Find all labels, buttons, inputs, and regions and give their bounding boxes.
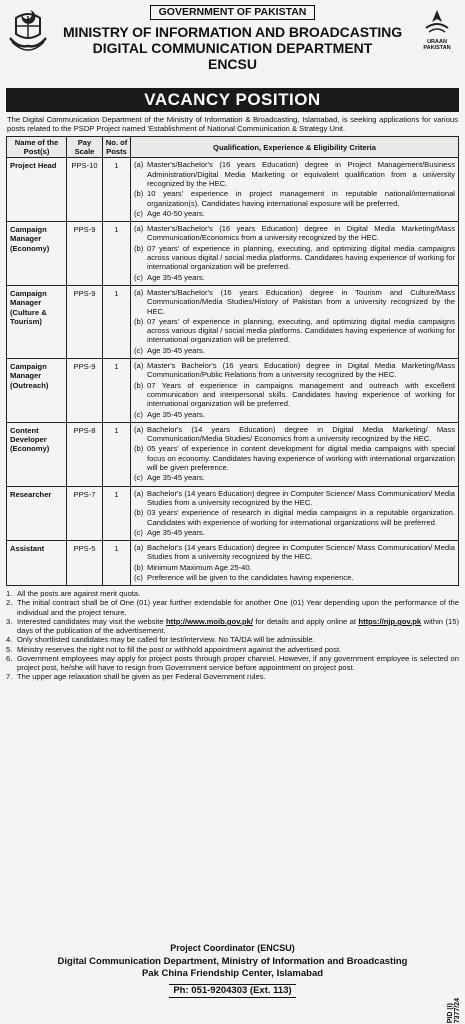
moib-website-link[interactable]: http://www.moib.gov.pk/ bbox=[166, 616, 253, 626]
criteria-text: 03 years' experience of research in digital media campaigns in a reputable organization. Candidates with experience of working for international organizations will be preferred. bbox=[147, 508, 455, 527]
criteria-text: Age 35-45 years. bbox=[147, 345, 205, 355]
criteria-letter: (b) bbox=[134, 562, 144, 572]
criteria-item bbox=[134, 543, 455, 562]
criteria-text: Age 35-45 years. bbox=[147, 473, 205, 483]
note-text: The upper age relaxation shall be given as per Federal Government rules. bbox=[17, 672, 266, 682]
note-text: within (15) days of the publication of the advertisement. bbox=[17, 616, 460, 636]
criteria-item bbox=[134, 273, 455, 282]
njp-apply-link[interactable]: https://njp.gov.pk bbox=[358, 616, 422, 626]
footer-address: Pak China Friendship Center, Islamabad bbox=[141, 968, 324, 979]
unit-title: ENCSU bbox=[207, 56, 257, 72]
criteria-letter: (b) bbox=[134, 243, 144, 253]
criteria-letter: (b) bbox=[134, 189, 144, 199]
pay-scale: PPS-9 bbox=[67, 222, 103, 286]
table-header-row bbox=[7, 137, 459, 158]
note-item: 7. The upper age relaxation shall be given as per Federal Government rules. bbox=[6, 672, 459, 681]
criteria-item bbox=[134, 528, 455, 537]
table-row bbox=[7, 222, 459, 286]
no-of-posts: 1 bbox=[103, 285, 131, 358]
criteria-letter: (a) bbox=[134, 160, 144, 170]
criteria-item bbox=[134, 361, 455, 380]
pay-scale: PPS-5 bbox=[67, 541, 103, 586]
criteria-letter: (a) bbox=[134, 543, 144, 553]
criteria-letter: (c) bbox=[134, 345, 143, 355]
post-name: Campaign Manager (Culture & Tourism) bbox=[7, 285, 67, 358]
header-criteria: Qualification, Experience & Eligibility Criteria bbox=[131, 137, 459, 158]
criteria-letter: (a) bbox=[134, 424, 144, 434]
table-row bbox=[7, 422, 459, 486]
criteria-letter: (c) bbox=[134, 208, 143, 218]
criteria-text: Master's/Bachelor's (16 years Education) degree in Project Management/Business Administration/Digital Media Marketing or equivalent qualification from a university recognized by the HEC. bbox=[147, 160, 455, 188]
footer-contact bbox=[6, 938, 459, 998]
criteria-item bbox=[134, 444, 455, 472]
criteria-cell bbox=[131, 222, 459, 286]
vacancy-table bbox=[6, 136, 459, 586]
criteria-item bbox=[134, 573, 455, 582]
pid-number: PID (I) 7377/24 bbox=[447, 997, 461, 1024]
criteria-text: 07 Years of experience in campaigns management and outreach with excellent communication and interpersonal skills. Candidates having experience of working for international organization will be preferred. bbox=[147, 380, 455, 409]
criteria-letter: (a) bbox=[134, 287, 144, 297]
criteria-text: 07 years' of experience in planning, executing, and optimizing digital media campaigns across various digital / social media platforms. Candidates having experience of working for international organization will be preferred. bbox=[147, 316, 455, 345]
no-of-posts: 1 bbox=[103, 541, 131, 586]
no-of-posts: 1 bbox=[103, 222, 131, 286]
criteria-text: Age 35-45 years. bbox=[147, 409, 205, 419]
note-item: 1. All the posts are against merit quota. bbox=[6, 589, 459, 598]
criteria-item bbox=[134, 425, 455, 444]
header-post-name: Name of the Post(s) bbox=[7, 137, 67, 158]
post-name: Campaign Manager (Outreach) bbox=[7, 359, 67, 423]
post-name: Researcher bbox=[7, 486, 67, 540]
criteria-item bbox=[134, 489, 455, 508]
criteria-item bbox=[134, 160, 455, 188]
pay-scale: PPS-7 bbox=[67, 486, 103, 540]
note-text: All the posts are against merit quota. bbox=[17, 589, 141, 599]
criteria-text: Age 35-45 years. bbox=[147, 272, 205, 282]
note-text: The initial contract shall be of One (01) year further extendable for another One (01) Year depending upon the performance of the individual and the project tenure. bbox=[17, 598, 459, 617]
criteria-text: Bachelor's (14 years Education) degree in Computer Science/ Mass Communication/ Media Studies from a university recognized by the HEC. bbox=[147, 543, 455, 562]
criteria-item bbox=[134, 224, 455, 243]
footer-phone: Ph: 051-9204303 (Ext. 113) bbox=[169, 984, 295, 998]
criteria-cell bbox=[131, 158, 459, 222]
criteria-letter: (a) bbox=[134, 488, 144, 498]
criteria-cell bbox=[131, 541, 459, 586]
criteria-letter: (c) bbox=[134, 409, 143, 419]
pay-scale: PPS-8 bbox=[67, 422, 103, 486]
note-text: Only shortlisted candidates may be called for test/interview. No TA/DA will be admissible. bbox=[17, 635, 315, 645]
criteria-text: Preference will be given to the candidates having experience. bbox=[147, 572, 354, 582]
criteria-letter: (c) bbox=[134, 473, 143, 483]
criteria-text: Minimum Maximum Age 25-40. bbox=[147, 562, 252, 572]
criteria-item bbox=[134, 381, 455, 409]
criteria-letter: (a) bbox=[134, 361, 144, 371]
criteria-text: Master's/Bachelor's (16 years Education) degree in Digital Media Marketing/Mass Communication/Economics from a university recognized by the HEC. bbox=[147, 224, 455, 243]
no-of-posts: 1 bbox=[103, 422, 131, 486]
criteria-item bbox=[134, 317, 455, 345]
vacancy-table-body bbox=[7, 158, 459, 586]
criteria-text: Bachelor's (14 years Education) degree in Computer Science/ Mass Communication/ Media Studies from a university recognized by the HEC. bbox=[147, 488, 455, 507]
criteria-item bbox=[134, 288, 455, 316]
criteria-item bbox=[134, 563, 455, 572]
footer-department: Digital Communication Department, Ministry of Information and Broadcasting bbox=[57, 956, 408, 967]
post-name: Assistant bbox=[7, 541, 67, 586]
criteria-text: Bachelor's (14 years Education) degree in Digital Media Marketing/ Mass Communication/Media Studies/ Economics from a university recognized by the HEC. bbox=[147, 424, 455, 444]
header-no-of-posts: No. of Posts bbox=[103, 137, 131, 158]
note-item: 6. Government employees may apply for project posts through proper channel. However, if any government employee is selected on project post, he/she will have to resign from Government service before appointment on project post. bbox=[6, 653, 459, 672]
post-name: Project Head bbox=[7, 158, 67, 222]
criteria-cell bbox=[131, 422, 459, 486]
note-text: Government employees may apply for project posts through proper channel. However, if any government employee is selected on project post, he/she will have to resign from Government service before appointment on project post. bbox=[17, 653, 459, 672]
note-text: Ministry reserves the right not to fill the post or withhold appointment against the advertised post. bbox=[17, 644, 342, 654]
criteria-letter: (b) bbox=[134, 508, 144, 518]
criteria-item bbox=[134, 346, 455, 355]
criteria-letter: (b) bbox=[134, 380, 144, 390]
vacancy-advertisement bbox=[6, 2, 461, 1024]
criteria-item bbox=[134, 508, 455, 527]
notes-list bbox=[6, 589, 459, 681]
header-pay-scale: Pay Scale bbox=[67, 137, 103, 158]
ministry-title: MINISTRY OF INFORMATION AND BROADCASTING bbox=[63, 24, 402, 40]
criteria-cell bbox=[131, 285, 459, 358]
table-row bbox=[7, 359, 459, 423]
uraan-pakistan-logo bbox=[417, 8, 457, 64]
state-emblem-icon bbox=[8, 8, 48, 52]
criteria-letter: (c) bbox=[134, 527, 143, 537]
vacancy-banner: VACANCY POSITION bbox=[6, 88, 459, 112]
uraan-logo-icon bbox=[422, 8, 452, 34]
criteria-text: Master's Bachelor's (16 years Education) degree in Digital Media Marketing/Mass Communication/Public Relations from a university recognized by the HEC. bbox=[147, 361, 455, 380]
intro-paragraph: The Digital Communication Department of the Ministry of Information & Broadcasting, Islamabad, is seeking applications for various posts related to the PSDP Project named 'Establishment of National Communication & Strategy Unit. bbox=[7, 115, 458, 134]
criteria-text: 07 years' of experience in planning, executing, and optimizing digital media campaigns across various digital / social media platforms. Candidates having experience of working for international organization will be preferred. bbox=[147, 243, 455, 272]
criteria-cell bbox=[131, 486, 459, 540]
footer-title: Project Coordinator (ENCSU) bbox=[170, 943, 295, 953]
criteria-text: 10 years' experience in project management in reputable national/international organization(s). Candidates having international exposure will be preferred. bbox=[147, 189, 455, 208]
no-of-posts: 1 bbox=[103, 359, 131, 423]
pay-scale: PPS-9 bbox=[67, 285, 103, 358]
criteria-item bbox=[134, 209, 455, 218]
criteria-item bbox=[134, 473, 455, 482]
pay-scale: PPS-10 bbox=[67, 158, 103, 222]
criteria-letter: (c) bbox=[134, 572, 143, 582]
criteria-item bbox=[134, 410, 455, 419]
criteria-cell bbox=[131, 359, 459, 423]
criteria-item bbox=[134, 189, 455, 208]
pay-scale: PPS-9 bbox=[67, 359, 103, 423]
no-of-posts: 1 bbox=[103, 486, 131, 540]
table-row bbox=[7, 158, 459, 222]
note-text: Interested candidates may visit the website bbox=[17, 616, 167, 626]
post-name: Content Developer (Economy) bbox=[7, 422, 67, 486]
criteria-letter: (b) bbox=[134, 316, 144, 326]
note-item: 3. Interested candidates may visit the website http://www.moib.gov.pk/ for details and apply online at https://njp.gov.pk within (15) days of the publication of the advertisement. bbox=[6, 616, 460, 636]
government-title: GOVERNMENT OF PAKISTAN bbox=[150, 5, 316, 20]
note-item: 5. Ministry reserves the right not to fill the post or withhold appointment against the advertised post. bbox=[6, 645, 459, 654]
criteria-item bbox=[134, 244, 455, 272]
criteria-text: 05 years' of experience in content development for digital media campaigns with special focus on economy. Candidates having experience of working with international organization will be given preference. bbox=[147, 444, 455, 473]
table-row bbox=[7, 541, 459, 586]
post-name: Campaign Manager (Economy) bbox=[7, 222, 67, 286]
table-row bbox=[7, 285, 459, 358]
department-title: DIGITAL COMMUNICATION DEPARTMENT bbox=[92, 40, 373, 56]
criteria-text: Master's/Bachelor's (16 years Education) degree in Tourism and Culture/Mass Communication/Media Studies/History of Pakistan from a university recognized by the HEC. bbox=[147, 287, 455, 316]
criteria-letter: (b) bbox=[134, 444, 144, 454]
header bbox=[6, 2, 459, 88]
uraan-line2: PAKISTAN bbox=[423, 45, 451, 51]
table-row bbox=[7, 486, 459, 540]
criteria-text: Age 35-45 years. bbox=[147, 527, 205, 537]
note-item: 2. The initial contract shall be of One (01) year further extendable for another One (01) Year depending upon the performance of the individual and the project tenure. bbox=[6, 598, 459, 617]
criteria-letter: (a) bbox=[134, 224, 144, 234]
no-of-posts: 1 bbox=[103, 158, 131, 222]
criteria-text: Age 40-50 years. bbox=[147, 208, 205, 218]
note-item: 4. Only shortlisted candidates may be called for test/interview. No TA/DA will be admissible. bbox=[6, 635, 459, 644]
uraan-line1: URAAN bbox=[427, 39, 447, 45]
note-text: for details and apply online at bbox=[252, 616, 359, 626]
criteria-letter: (c) bbox=[134, 272, 143, 282]
